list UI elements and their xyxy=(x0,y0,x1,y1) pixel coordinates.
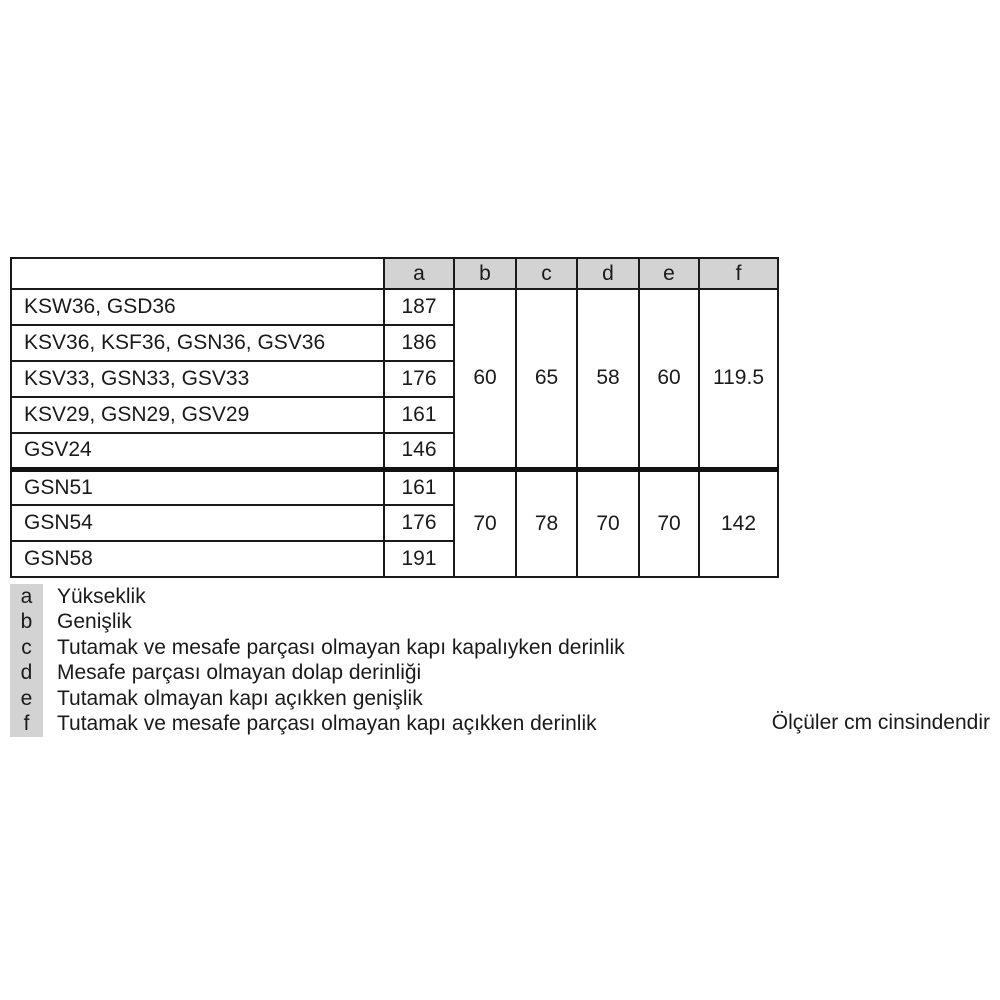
header-cell-b: b xyxy=(454,258,516,289)
legend-key-b: b xyxy=(10,610,43,636)
legend-key-a: a xyxy=(10,584,43,610)
value-d-shared: 58 xyxy=(577,289,639,469)
legend-item-a xyxy=(10,584,625,610)
legend-item-b xyxy=(10,610,625,636)
legend-label-d: Mesafe parçası olmayan dolap derinliği xyxy=(57,661,422,685)
value-b-shared: 60 xyxy=(454,289,516,469)
value-d-shared: 70 xyxy=(577,469,639,577)
value-f-shared: 142 xyxy=(699,469,778,577)
header-cell-c: c xyxy=(516,258,577,289)
value-f-shared: 119.5 xyxy=(699,289,778,469)
value-a: 186 xyxy=(384,325,454,361)
value-a: 146 xyxy=(384,433,454,469)
dimension-legend xyxy=(10,584,625,737)
legend-item-d xyxy=(10,661,625,687)
header-cell-d: d xyxy=(577,258,639,289)
model-names: KSV36, KSF36, GSN36, GSV36 xyxy=(11,325,384,361)
legend-key-d: d xyxy=(10,661,43,687)
table-row xyxy=(11,289,778,325)
model-names: KSV29, GSN29, GSV29 xyxy=(11,397,384,433)
header-cell-a: a xyxy=(384,258,454,289)
legend-label-e: Tutamak olmayan kapı açıkken genişlik xyxy=(57,686,423,710)
value-a: 161 xyxy=(384,397,454,433)
legend-label-b: Genişlik xyxy=(57,610,132,634)
value-e-shared: 70 xyxy=(639,469,699,577)
model-names: GSN58 xyxy=(11,541,384,577)
model-names: GSN51 xyxy=(11,469,384,505)
table-row xyxy=(11,469,778,505)
legend-item-f xyxy=(10,712,625,738)
legend-item-c xyxy=(10,635,625,661)
model-names: GSN54 xyxy=(11,505,384,541)
dimensions-table xyxy=(10,257,779,578)
legend-key-e: e xyxy=(10,686,43,712)
model-group-2 xyxy=(11,469,778,577)
value-a: 161 xyxy=(384,469,454,505)
value-e-shared: 60 xyxy=(639,289,699,469)
value-c-shared: 78 xyxy=(516,469,577,577)
value-a: 176 xyxy=(384,505,454,541)
units-note: Ölçüler cm cinsindendir xyxy=(771,711,990,734)
value-b-shared: 70 xyxy=(454,469,516,577)
legend-item-e xyxy=(10,686,625,712)
model-names: KSW36, GSD36 xyxy=(11,289,384,325)
table-header-row xyxy=(11,258,778,289)
value-a: 187 xyxy=(384,289,454,325)
header-cell-e: e xyxy=(639,258,699,289)
value-a: 176 xyxy=(384,361,454,397)
legend-key-f: f xyxy=(10,712,43,738)
legend-key-c: c xyxy=(10,635,43,661)
model-group-1 xyxy=(11,289,778,469)
legend-label-c: Tutamak ve mesafe parçası olmayan kapı kapalıyken derinlik xyxy=(57,635,625,659)
model-names: KSV33, GSN33, GSV33 xyxy=(11,361,384,397)
header-cell-empty xyxy=(11,258,384,289)
value-a: 191 xyxy=(384,541,454,577)
model-names: GSV24 xyxy=(11,433,384,469)
legend-label-f: Tutamak ve mesafe parçası olmayan kapı açıkken derinlik xyxy=(57,712,597,736)
value-c-shared: 65 xyxy=(516,289,577,469)
header-cell-f: f xyxy=(699,258,778,289)
legend-label-a: Yükseklik xyxy=(57,584,146,608)
